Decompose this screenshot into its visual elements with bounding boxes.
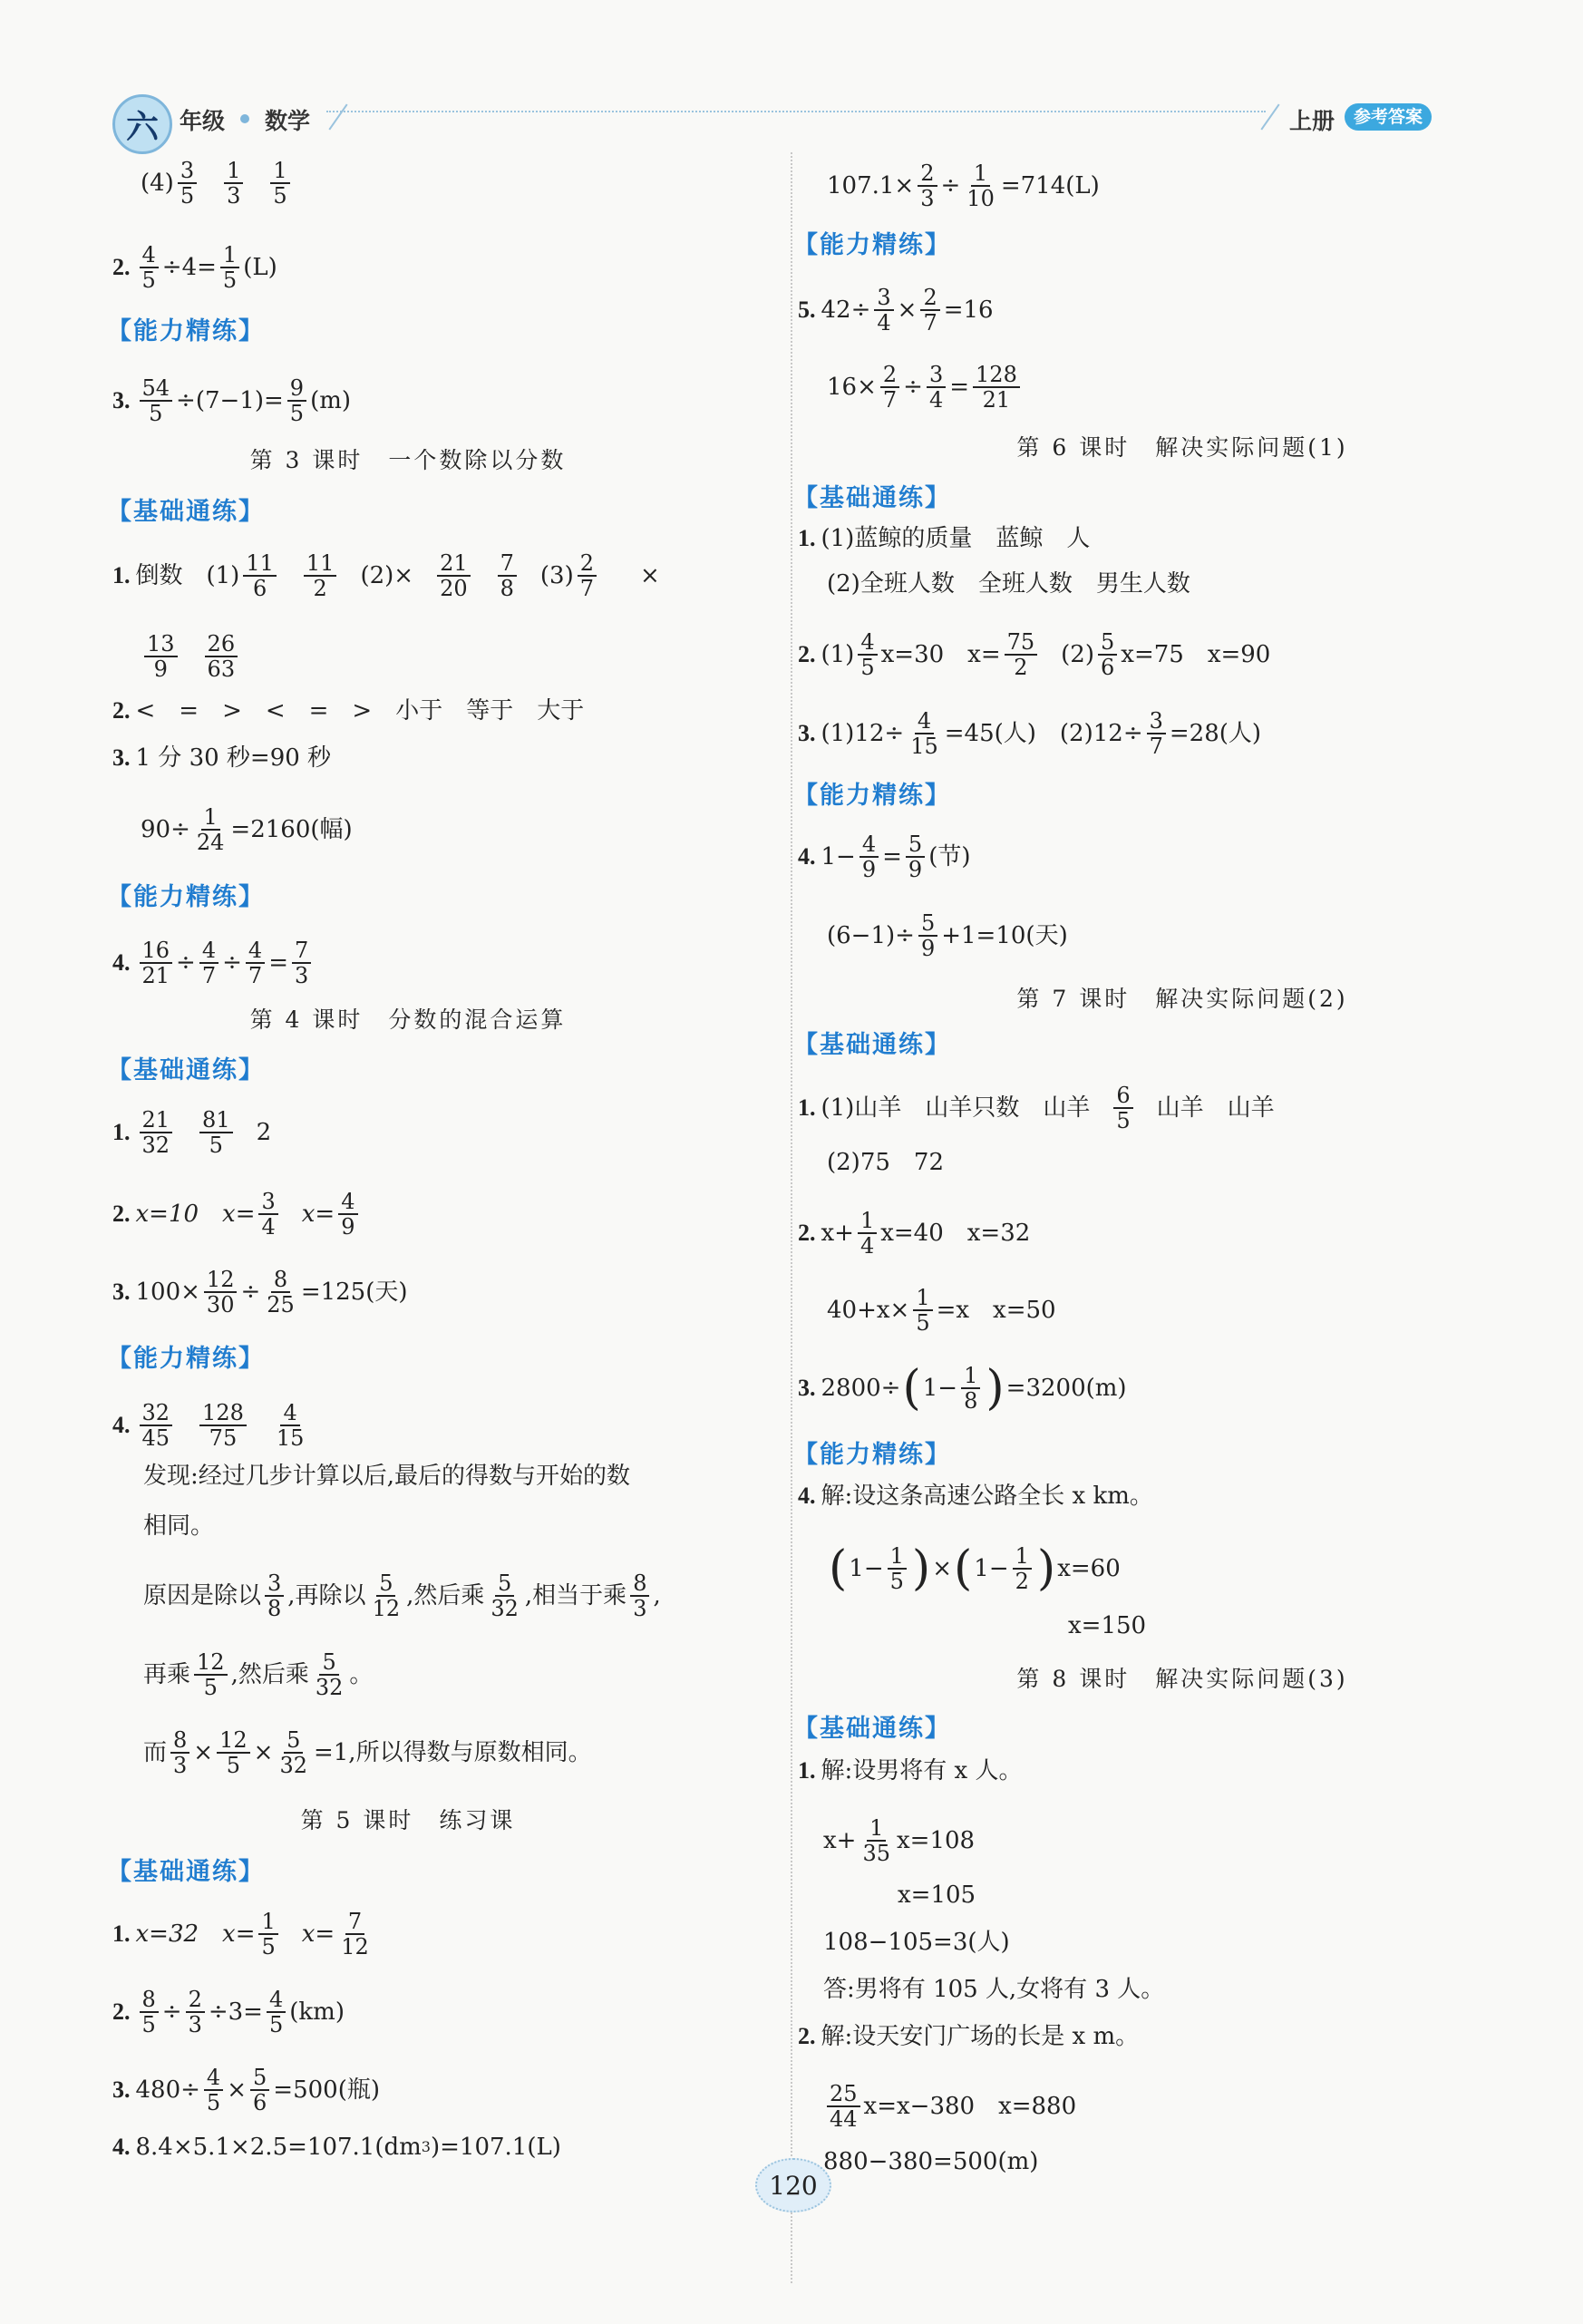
fraction: 7 8: [498, 551, 517, 600]
fraction: $\frac{16}{21}$: [140, 938, 173, 987]
section-heading: 【基础通练】: [793, 484, 951, 512]
fraction: 26 63: [205, 632, 238, 681]
slash-decoration: [328, 104, 347, 131]
fraction: $\frac{2}{3}$: [186, 1988, 205, 2037]
fraction: $\frac{1}{4}$: [858, 1209, 877, 1258]
fraction: $\frac{7}{3}$: [292, 938, 311, 987]
answer-line: 2. (1) 4 5 x=30 x= $\frac{75}{2}$ (2) 5 6 x=75 x=90: [798, 629, 1271, 680]
text-line: (2)全班人数 全班人数 男生人数: [827, 570, 1190, 598]
section-heading: 【基础通练】: [793, 1715, 951, 1743]
fraction: $\frac{1}{5}$: [220, 243, 239, 292]
section-heading: 【能力精练】: [793, 1441, 951, 1469]
fraction: $\frac{1}{5}$: [258, 1910, 277, 1959]
dot-icon: [240, 114, 249, 123]
fraction: $\frac{1}{35}$: [862, 1815, 890, 1866]
fraction: $\frac{2}{3}$: [918, 161, 937, 210]
fraction: $\frac{4}{15}$: [910, 708, 938, 759]
answer-line: 1. 21 32 81 5 2: [112, 1107, 272, 1158]
fraction: $\frac{3}{4}$: [874, 286, 893, 335]
section-heading: 【能力精练】: [107, 317, 265, 345]
section-heading: 【基础通练】: [793, 1031, 951, 1059]
section-heading: 【基础通练】: [107, 1858, 265, 1886]
answer-line: 1. (1)蓝鲸的质量 蓝鲸 人: [798, 525, 1091, 552]
fraction: $\frac{4}{5}$: [267, 1988, 286, 2037]
fraction: 2 7: [578, 551, 597, 600]
fraction: 5 6: [1098, 630, 1117, 679]
answer-line: 1. 倒数 (1) 11 6 11 2 (2)× 21 20 7 8 (3) 2 7 ×: [112, 550, 660, 601]
fraction: 5 12: [372, 1570, 401, 1621]
answer-line: 2. < = > < = > 小于 等于 大于: [112, 697, 585, 724]
text-line: x=150: [1068, 1612, 1147, 1639]
answer-line: 1. x=32 x= $\frac{1}{5}$ x= $\frac{7}{12}$: [112, 1910, 375, 1959]
text-line: 发现:经过几步计算以后,最后的得数与开始的数: [143, 1463, 631, 1490]
fraction: $\frac{8}{25}$: [267, 1267, 295, 1318]
fraction: $\frac{1}{5}$: [888, 1544, 907, 1593]
volume-label: 上册: [1289, 108, 1335, 134]
fraction: $\frac{4}{7}$: [246, 938, 265, 987]
fraction: 11 6: [243, 551, 277, 600]
answer-line: 5. 42÷ $\frac{3}{4}$ × $\frac{2}{7}$ =16: [798, 285, 994, 335]
fraction: 128 75: [199, 1401, 247, 1450]
fraction: $\frac{1}{24}$: [196, 804, 225, 855]
section-heading: 【能力精练】: [107, 1345, 265, 1373]
answer-line: 3. 480÷ $\frac{4}{5}$ × $\frac{5}{6}$ =500(瓶): [112, 2065, 380, 2115]
fraction: $\frac{5}{32}$: [279, 1727, 307, 1778]
fraction: $\frac{54}{5}$: [140, 376, 173, 425]
answer-line: 而 $\frac{8}{3}$ × $\frac{12}{5}$ × $\frac{5}{32}$ =1,所以得数与原数相同。: [143, 1727, 592, 1778]
grade-label: 年级: [180, 108, 226, 134]
fraction: $\frac{5}{9}$: [906, 832, 925, 881]
answer-key-badge: 参考答案: [1345, 103, 1432, 131]
lesson-title: 第 5 课时 练习课: [300, 1807, 516, 1833]
answer-line: 原因是除以 3 8 ,再除以 5 12 ,然后乘 5 32 ,相当于乘 8 3 ,: [143, 1570, 661, 1621]
subject-label: 数学: [265, 108, 311, 134]
fraction: 6 5: [1113, 1084, 1132, 1133]
fraction: $\frac{1}{2}$: [1013, 1544, 1032, 1593]
lesson-title: 第 6 课时 解决实际问题(1): [1016, 434, 1348, 461]
answer-line: 2. $\frac{8}{5}$ ÷ $\frac{2}{3}$ ÷3= $\frac{4}{5}$ (km): [112, 1987, 345, 2037]
grade-badge: 六: [112, 94, 172, 154]
page-number: 120: [755, 2158, 831, 2212]
answer-line: 1. 解:设男将有 x 人。: [798, 1757, 1023, 1784]
text-line: 答:男将有 105 人,女将有 3 人。: [823, 1976, 1165, 2003]
text-line: (2)75 72: [827, 1149, 944, 1176]
fraction: 5 32: [315, 1649, 344, 1700]
fraction: $\frac{8}{5}$: [140, 1988, 159, 2037]
fraction: 8 3: [630, 1571, 649, 1620]
answer-line: 4. 1− $\frac{4}{9}$ = $\frac{5}{9}$ (节): [798, 831, 971, 882]
fraction: 12 5: [194, 1650, 228, 1699]
fraction: 3 5: [178, 159, 197, 208]
page-header: [0, 0, 1583, 154]
slash-decoration: [1260, 104, 1279, 131]
fraction: $\frac{2}{7}$: [920, 286, 939, 335]
fraction: $\frac{7}{12}$: [341, 1909, 369, 1959]
answer-line: 40+x× $\frac{1}{5}$ =x x=50: [827, 1285, 1056, 1336]
answer-line: 3. 1 分 30 秒=90 秒: [112, 744, 332, 772]
fraction: $\frac{3}{7}$: [1147, 709, 1166, 758]
answer-line: 1. (1)山羊 山羊只数 山羊 6 5 山羊 山羊: [798, 1083, 1275, 1133]
text-line: 880−380=500(m): [823, 2148, 1039, 2175]
fraction: $\frac{3}{4}$: [258, 1190, 277, 1239]
answer-line: (6−1)÷ $\frac{5}{9}$ +1=10(天): [827, 910, 1068, 961]
answer-line: 2. x=10 x= $\frac{3}{4}$ x= $\frac{4}{9}$: [112, 1190, 362, 1239]
fraction: $\frac{2}{7}$: [880, 363, 899, 412]
answer-line: ( 1− $\frac{1}{5}$ ) × ( 1− $\frac{1}{2}$ ) x=60: [829, 1541, 1121, 1596]
fraction: 13 9: [144, 632, 178, 681]
lesson-title: 第 3 课时 一个数除以分数: [249, 447, 567, 473]
answer-line: 25 44 x=x−380 x=880: [823, 2082, 1076, 2131]
fraction: 81 5: [199, 1108, 233, 1157]
fraction: 1 5: [270, 159, 289, 208]
answer-line: [141, 632, 241, 681]
section-heading: 【基础通练】: [107, 1056, 265, 1084]
fraction: $\frac{5}{6}$: [250, 2066, 269, 2115]
fraction: $\frac{3}{4}$: [927, 363, 946, 412]
text-line: 108−105=3(人): [823, 1929, 1010, 1956]
answer-line: 4. 32 45 128 75 4 15: [112, 1401, 310, 1450]
answer-line: 3. (1)12÷ $\frac{4}{15}$ =45(人) (2)12÷ $\frac{3}{7}$ =28(人): [798, 708, 1262, 759]
fraction: $\frac{5}{9}$: [918, 911, 937, 960]
fraction: 21 32: [140, 1108, 173, 1157]
section-heading: 【基础通练】: [107, 498, 265, 526]
section-heading: 【能力精练】: [793, 231, 951, 259]
answer-line: 3. 100× $\frac{12}{30}$ ÷ $\frac{8}{25}$ =125(天): [112, 1267, 408, 1318]
answer-line: 16× $\frac{2}{7}$ ÷ $\frac{3}{4}$ = $\frac{128}{21}$: [827, 363, 1024, 412]
answer-line: 3. 2800÷ ( 1− $\frac{1}{8}$ ) =3200(m): [798, 1361, 1127, 1415]
fraction: 11 2: [304, 551, 337, 600]
fraction: $\frac{9}{5}$: [287, 376, 306, 425]
fraction: $\frac{4}{5}$: [140, 243, 159, 292]
lesson-title: 第 8 课时 解决实际问题(3): [1016, 1666, 1348, 1692]
fraction: $\frac{1}{8}$: [961, 1364, 980, 1413]
fraction: 21 20: [437, 551, 471, 600]
fraction: 4 5: [858, 630, 877, 679]
fraction: 1 3: [224, 159, 243, 208]
answer-line: 再乘 12 5 ,然后乘 5 32 。: [143, 1649, 374, 1700]
fraction: $\frac{1}{10}$: [966, 160, 995, 211]
answer-line: 4. 解:设这条高速公路全长 x km。: [798, 1483, 1153, 1510]
fraction: $\frac{12}{5}$: [217, 1728, 250, 1777]
answer-line: (4) 3 5 1 3 1 5: [141, 159, 294, 208]
lesson-title: 第 7 课时 解决实际问题(2): [1016, 986, 1348, 1012]
fraction: 3 8: [265, 1571, 284, 1620]
lesson-title: 第 4 课时 分数的混合运算: [249, 1006, 567, 1033]
fraction: $\frac{4}{9}$: [338, 1190, 357, 1239]
column-divider: [791, 152, 792, 2283]
answer-line: 2. $\frac{4}{5}$ ÷4= $\frac{1}{5}$ (L): [112, 242, 277, 293]
fraction: $\frac{12}{30}$: [204, 1268, 238, 1317]
fraction: $\frac{4}{9}$: [859, 832, 879, 881]
text-line: 相同。: [143, 1512, 215, 1540]
fraction: 32 45: [140, 1401, 173, 1450]
answer-line: x+ $\frac{1}{35}$ x=108: [823, 1815, 976, 1866]
fraction: $\frac{1}{5}$: [913, 1286, 932, 1335]
answer-line: 107.1× $\frac{2}{3}$ ÷ $\frac{1}{10}$ =714(L): [827, 160, 1100, 211]
fraction: $\frac{75}{2}$: [1005, 630, 1038, 679]
answer-line: 4. $\frac{16}{21}$ ÷ $\frac{4}{7}$ ÷ $\frac{4}{7}$ = $\frac{7}{3}$: [112, 938, 315, 987]
fraction: 25 44: [827, 2082, 860, 2131]
fraction: $\frac{4}{5}$: [204, 2066, 223, 2115]
answer-line: 90÷ $\frac{1}{24}$ =2160(幅): [141, 804, 353, 855]
fraction: $\frac{128}{21}$: [973, 363, 1020, 412]
answer-line: 3. $\frac{54}{5}$ ÷(7−1)= $\frac{9}{5}$ (m): [112, 375, 352, 426]
fraction: 4 15: [276, 1400, 305, 1451]
section-heading: 【能力精练】: [107, 883, 265, 911]
header-rule: [326, 111, 1266, 112]
fraction: $\frac{4}{7}$: [199, 938, 219, 987]
answer-line: 2. x+ $\frac{1}{4}$ x=40 x=32: [798, 1208, 1031, 1259]
fraction: $\frac{8}{3}$: [170, 1728, 189, 1777]
answer-line: 2. 解:设天安门广场的长是 x m。: [798, 2023, 1140, 2050]
answer-line: 4. 8.4×5.1×2.5=107.1(dm 3 )=107.1(L): [112, 2134, 561, 2161]
section-heading: 【能力精练】: [793, 782, 951, 810]
text-line: x=105: [898, 1882, 976, 1909]
fraction: 5 32: [490, 1570, 519, 1621]
